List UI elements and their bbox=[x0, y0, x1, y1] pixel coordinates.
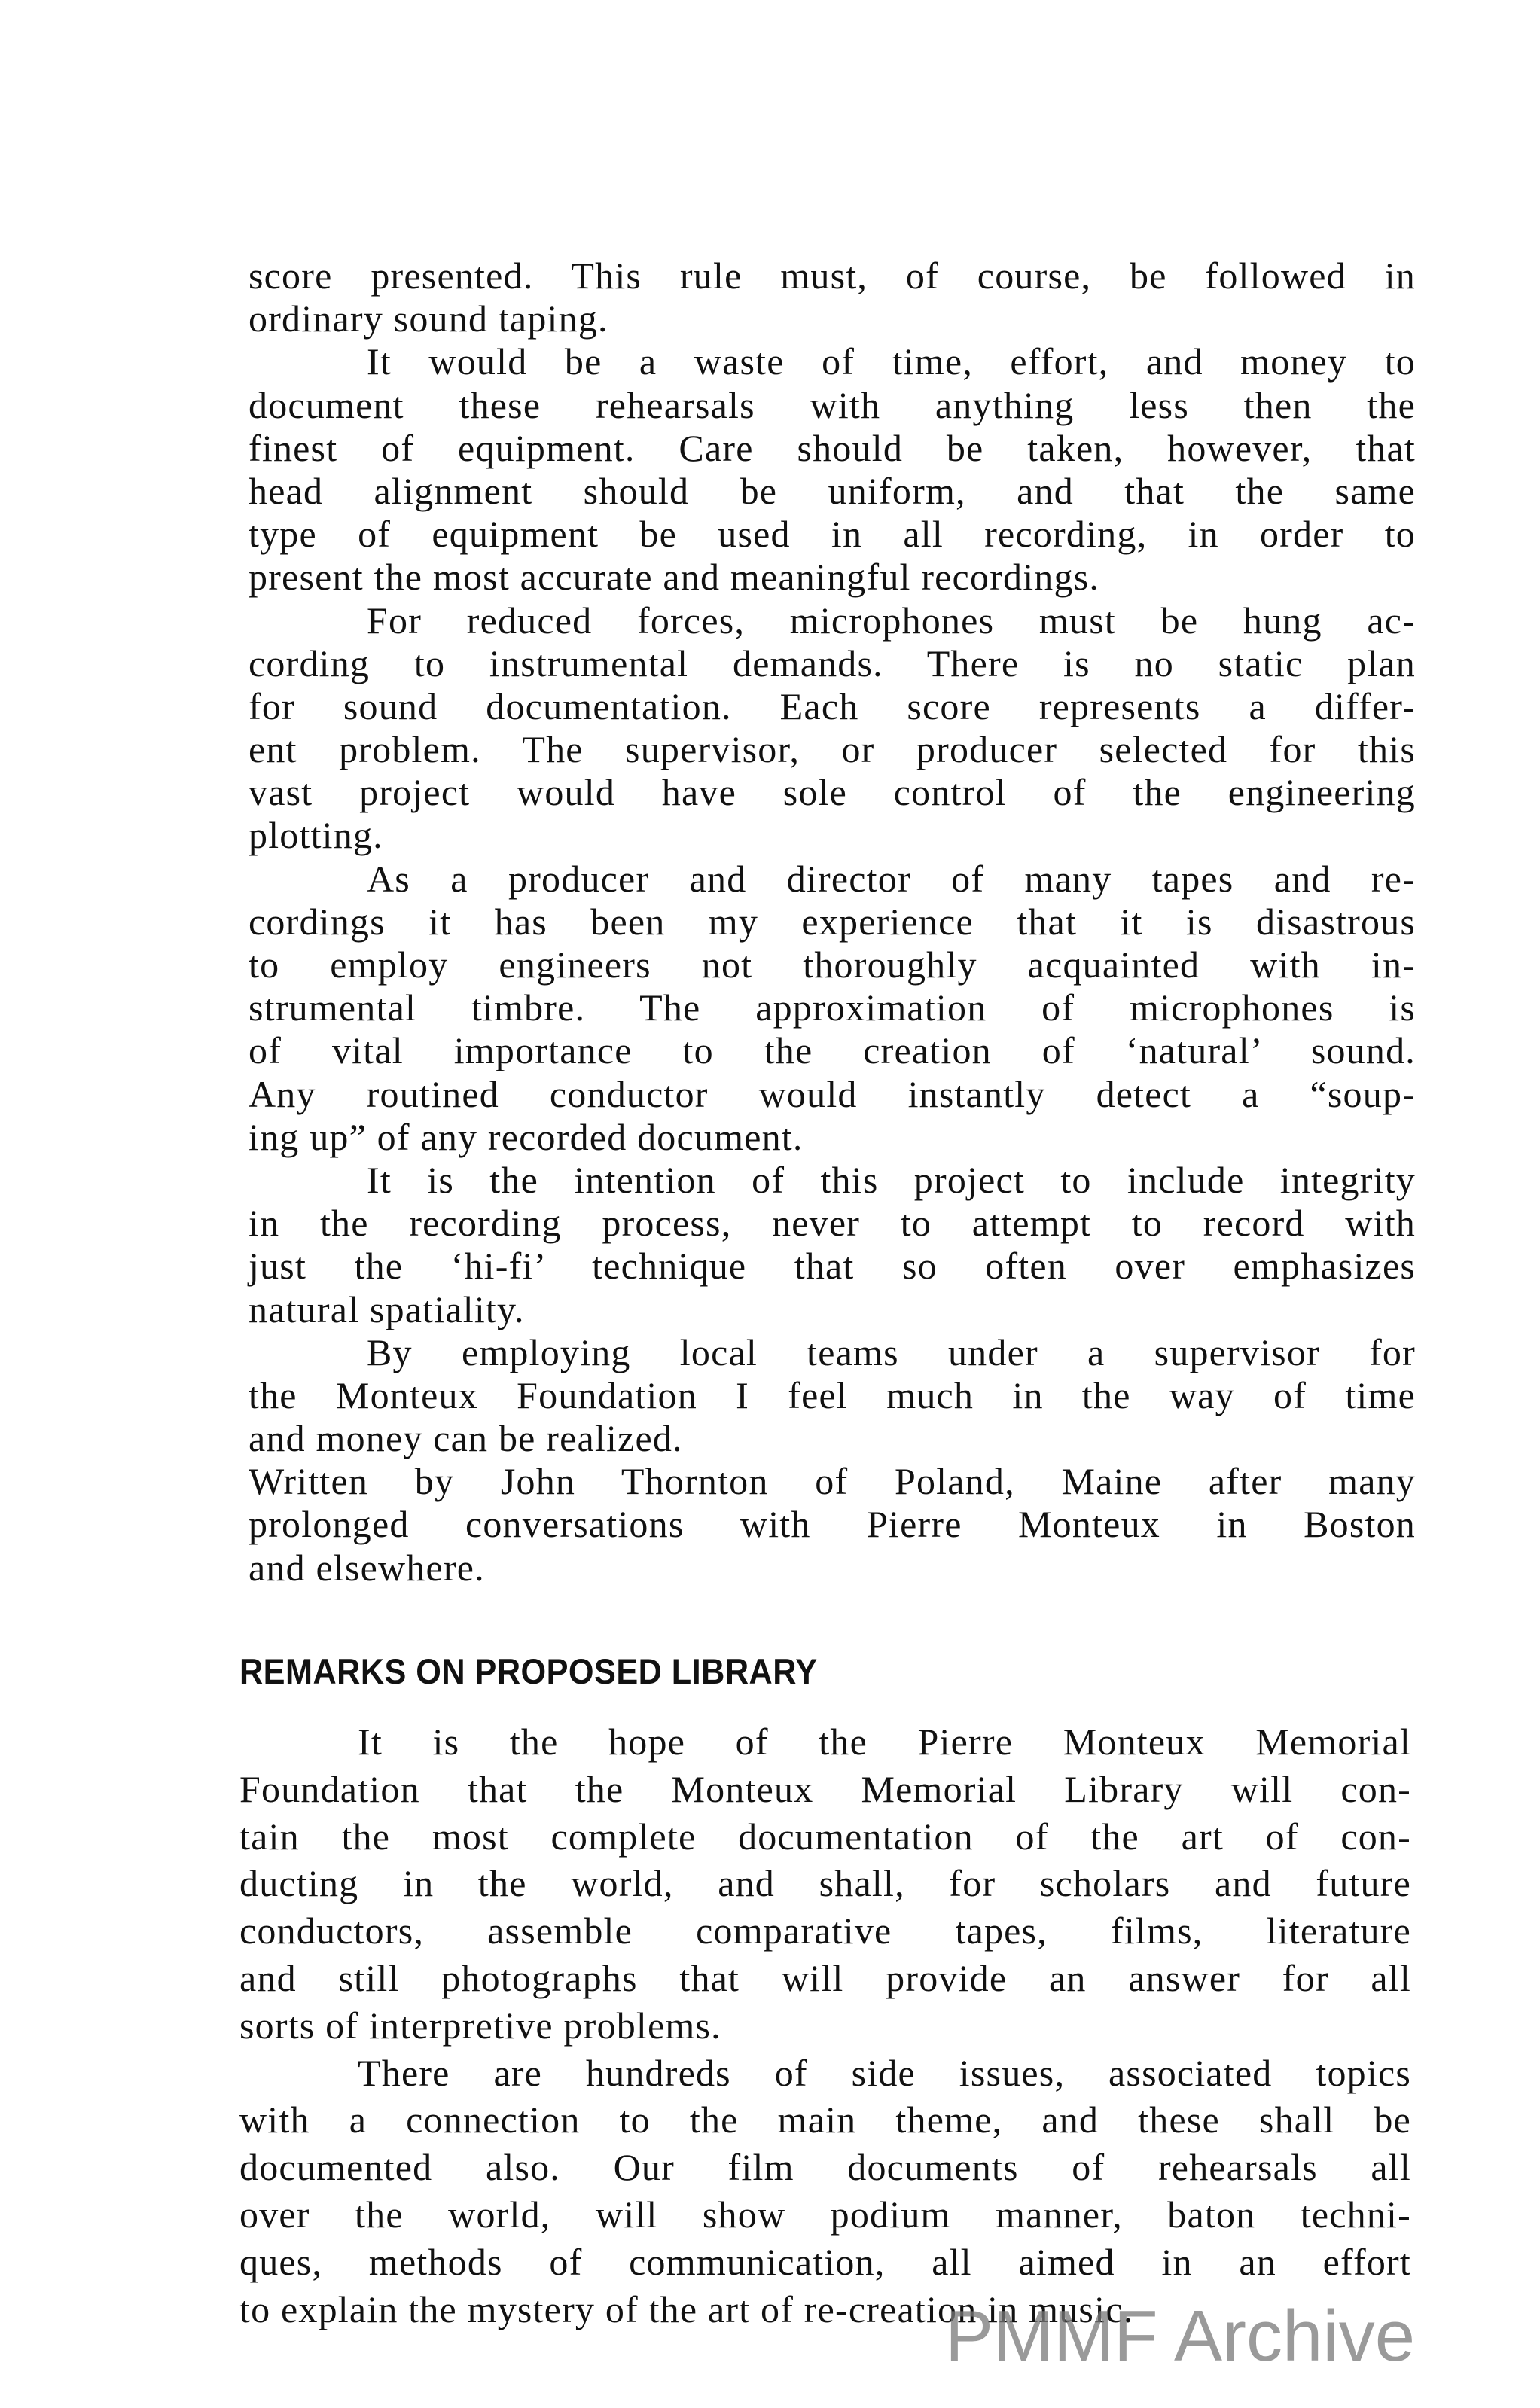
text-line: to employ engineers not thoroughly acquainted with in- bbox=[249, 943, 1416, 986]
text-line: It is the intention of this project to include integrity bbox=[367, 1158, 1416, 1201]
text-line: in the recording process, never to attempt to record with bbox=[249, 1202, 1416, 1245]
text-line: and still photographs that will provide an answer for all bbox=[239, 1956, 1411, 1999]
text-line: for sound documentation. Each score represents a differ- bbox=[249, 684, 1416, 727]
text-line: conductors, assemble comparative tapes, films, literature bbox=[239, 1910, 1411, 1952]
watermark: PMMF Archive bbox=[945, 2296, 1416, 2376]
text-line: As a producer and director of many tapes and re- bbox=[367, 857, 1416, 900]
text-line: cordings it has been my experience that it is disastrous bbox=[249, 900, 1416, 943]
text-line: type of equipment be used in all recording, in order to bbox=[249, 513, 1416, 556]
text-line: just the ‘hi-fi’ technique that so often over emphasizes bbox=[249, 1245, 1416, 1288]
text-line: ducting in the world, and shall, for scholars and future bbox=[239, 1862, 1411, 1905]
paragraph bbox=[249, 599, 1416, 858]
text-line: strumental timbre. The approximation of microphones is bbox=[249, 986, 1416, 1029]
text-line: It is the hope of the Pierre Monteux Memorial bbox=[358, 1721, 1411, 1763]
text-line: finest of equipment. Care should be taken, however, that bbox=[249, 426, 1416, 469]
text-line: There are hundreds of side issues, associated topics bbox=[358, 2051, 1411, 2094]
paragraph bbox=[249, 340, 1416, 599]
text-line: cording to instrumental demands. There is no static plan bbox=[249, 642, 1416, 684]
text-line: with a connection to the main theme, and these shall be bbox=[239, 2099, 1411, 2141]
section-recording-notes bbox=[249, 255, 1416, 1590]
text-line: For reduced forces, microphones must be hung ac- bbox=[367, 599, 1416, 642]
text-line: ing up” of any recorded document. bbox=[249, 1115, 804, 1158]
text-line: prolonged conversations with Pierre Monteux in Boston bbox=[249, 1503, 1416, 1546]
text-line: head alignment should be uniform, and that the same bbox=[249, 469, 1416, 512]
text-line: over the world, will show podium manner, baton techni- bbox=[239, 2193, 1411, 2236]
text-line: tain the most complete documentation of the art of con- bbox=[239, 1815, 1411, 1858]
paragraph bbox=[249, 858, 1416, 1159]
paragraph bbox=[239, 1718, 1411, 2050]
text-line: present the most accurate and meaningful recordings. bbox=[249, 556, 1100, 599]
text-line: score presented. This rule must, of course, be followed in bbox=[249, 255, 1416, 297]
text-line: Any routined conductor would instantly detect a “soup- bbox=[249, 1072, 1416, 1115]
text-line: the Monteux Foundation I feel much in the way of time bbox=[249, 1373, 1416, 1416]
text-line: and money can be realized. bbox=[249, 1417, 683, 1460]
text-line: By employing local teams under a supervisor for bbox=[367, 1330, 1416, 1373]
text-line: natural spatiality. bbox=[249, 1288, 525, 1330]
text-line: to explain the mystery of the art of re-creation in music. bbox=[239, 2288, 1134, 2330]
text-line: documented also. Our film documents of rehearsals all bbox=[239, 2146, 1411, 2189]
paragraph bbox=[249, 1460, 1416, 1590]
paragraph bbox=[239, 2050, 1411, 2333]
text-line: Written by John Thornton of Poland, Maine after many bbox=[249, 1460, 1416, 1503]
text-line: ordinary sound taping. bbox=[249, 297, 608, 340]
paragraph bbox=[249, 1159, 1416, 1331]
text-line: ques, methods of communication, all aimed in an effort bbox=[239, 2240, 1411, 2283]
text-line: document these rehearsals with anything less then the bbox=[249, 383, 1416, 426]
section-proposed-library bbox=[239, 1718, 1411, 2333]
paragraph bbox=[249, 255, 1416, 340]
section-heading: REMARKS ON PROPOSED LIBRARY bbox=[239, 1651, 818, 1691]
text-line: It would be a waste of time, effort, and money to bbox=[367, 340, 1416, 383]
text-line: plotting. bbox=[249, 814, 383, 857]
text-line: ent problem. The supervisor, or producer selected for this bbox=[249, 728, 1416, 771]
text-line: Foundation that the Monteux Memorial Library will con- bbox=[239, 1767, 1411, 1810]
paragraph bbox=[249, 1331, 1416, 1461]
text-line: of vital importance to the creation of ‘natural’ sound. bbox=[249, 1029, 1416, 1072]
text-line: sorts of interpretive problems. bbox=[239, 2004, 721, 2047]
text-line: vast project would have sole control of the engineering bbox=[249, 771, 1416, 814]
text-line: and elsewhere. bbox=[249, 1546, 485, 1589]
